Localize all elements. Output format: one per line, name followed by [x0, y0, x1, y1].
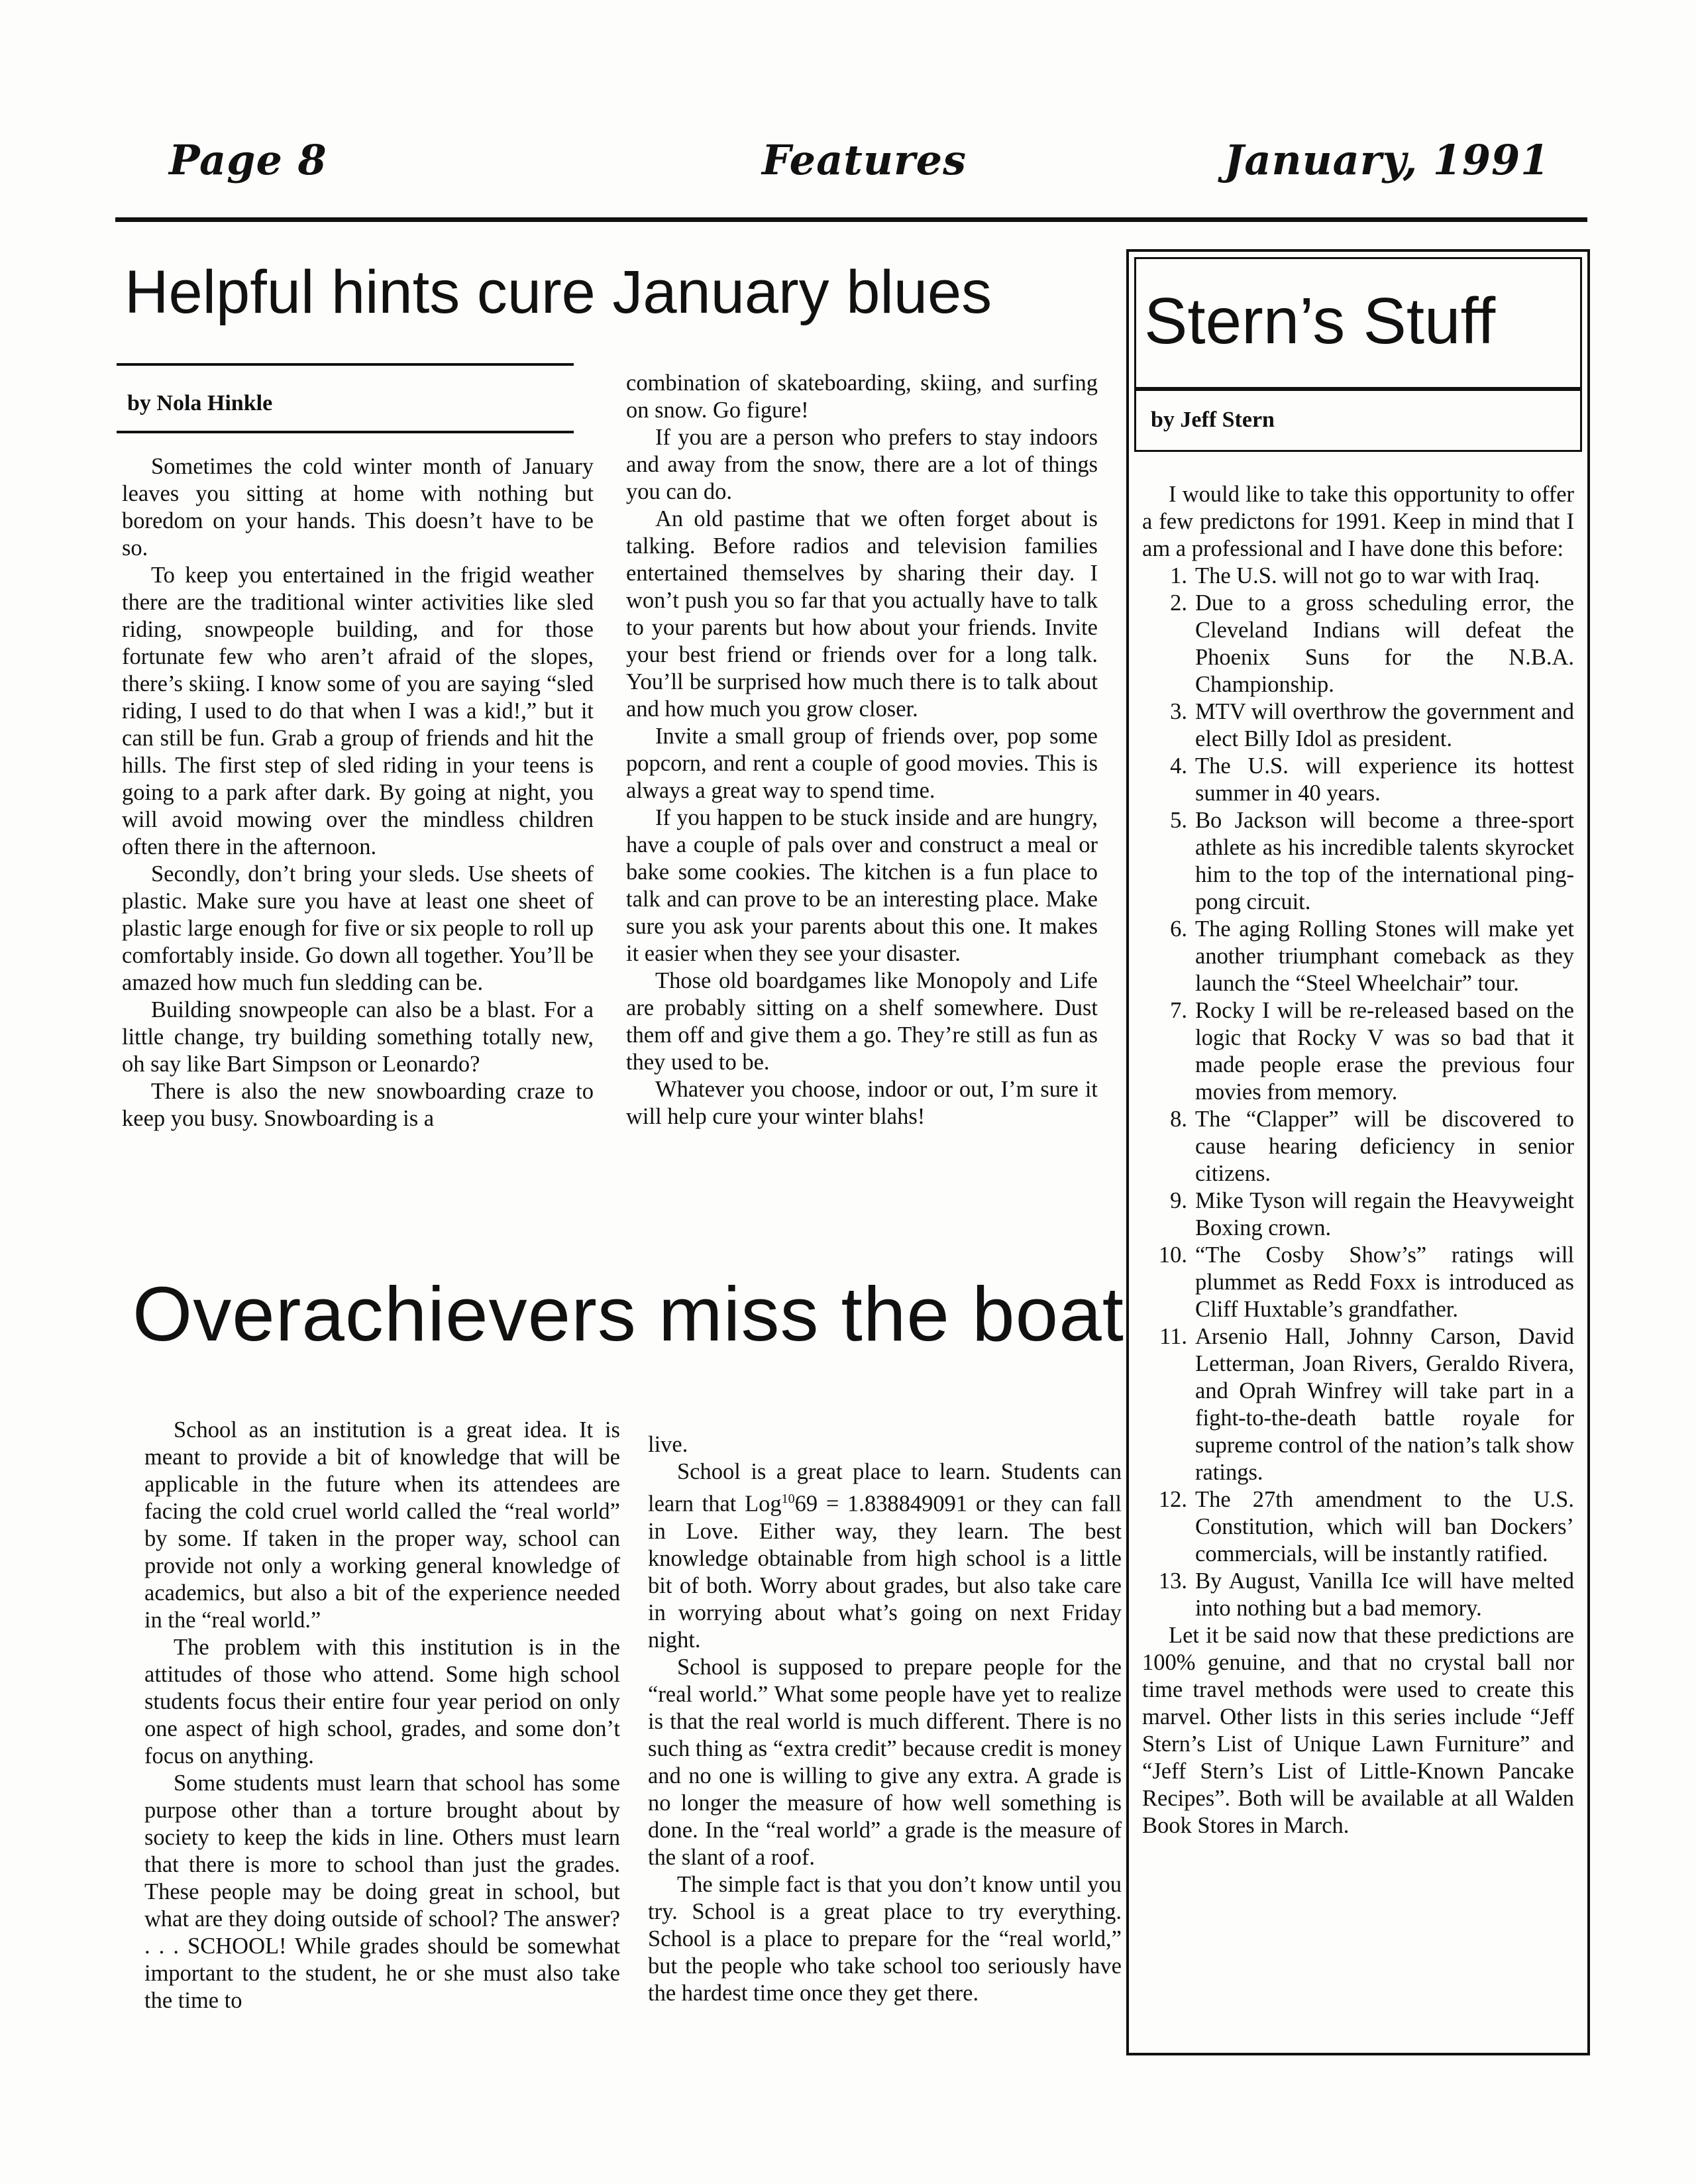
article1-headline: Helpful hints cure January blues	[125, 258, 992, 326]
article1-column-1	[122, 453, 594, 1132]
prediction-text: Due to a gross scheduling error, the Cleveland Indians will defeat the Phoenix Suns for the N.B.A. Championship.	[1195, 590, 1574, 697]
paragraph: Invite a small group of friends over, pop some popcorn, and rent a couple of good movies. This is always a great way to spend time.	[626, 724, 1098, 803]
paragraph-log	[648, 1458, 1122, 1654]
section-name: Features	[762, 136, 967, 184]
prediction-item	[1142, 1106, 1574, 1187]
article1-column-2	[626, 370, 1098, 1130]
prediction-text: Arsenio Hall, Johnny Carson, David Letterman, Joan Rivers, Geraldo Rivera, and Oprah Winfrey will take part in a fight-to-the-death battle royale for supreme control of the nation’s talk show ratings.	[1195, 1324, 1574, 1485]
text-run: 69 = 1.838849091 or they can fall in Love. Either way, they learn. The best knowledge obtainable from high school is a little bit of both. Worry about grades, but also take care in worrying about what’s going on next Friday night.	[648, 1491, 1122, 1653]
prediction-number: 9.	[1170, 1188, 1187, 1213]
prediction-item	[1142, 997, 1574, 1106]
prediction-text: “The Cosby Show’s” ratings will plummet as Redd Foxx is introduced as Cliff Huxtable’s grandfather.	[1195, 1242, 1574, 1322]
article1-byline: by Nola Hinkle	[127, 391, 273, 415]
paragraph: Sometimes the cold winter month of January leaves you sitting at home with nothing but boredom on your hands. This doesn’t have to be so.	[122, 454, 594, 561]
prediction-item	[1142, 1568, 1574, 1622]
paragraph: School is supposed to prepare people for the “real world.” What some people have yet to realize is that the real world is much different. There is no such thing as “extra credit” because credit is money and no one is willing to give any extra. A grade is no longer the measure of how well something is done. In the “real world” a grade is the measure of the slant of a roof.	[648, 1654, 1122, 1870]
header-rule	[115, 217, 1587, 222]
prediction-text: The U.S. will experience its hottest summer in 40 years.	[1195, 753, 1574, 806]
article2-column-2	[648, 1431, 1122, 2007]
superscript: 10	[781, 1492, 795, 1506]
issue-date: January, 1991	[1224, 136, 1550, 184]
prediction-text: Rocky I will be re-released based on the logic that Rocky V was so bad that it made people erase the previous four movies from memory.	[1195, 998, 1574, 1105]
paragraph: Whatever you choose, indoor or out, I’m sure it will help cure your winter blahs!	[626, 1077, 1098, 1129]
paragraph: An old pastime that we often forget about is talking. Before radios and television families entertained themselves by sharing their day. I won’t push you so far that you actually have to talk to your parents but how about your friends. Invite your best friend or friends over for a long talk. You’ll be surprised how much there is to talk about and how much you grow closer.	[626, 506, 1098, 722]
sidebar-title-box	[1134, 257, 1582, 391]
prediction-number: 3.	[1170, 699, 1187, 724]
prediction-number: 13.	[1158, 1568, 1187, 1594]
prediction-item	[1142, 916, 1574, 997]
byline-rule-bottom	[117, 431, 574, 433]
prediction-item	[1142, 563, 1574, 590]
prediction-number: 7.	[1170, 998, 1187, 1023]
sidebar-byline-box	[1134, 387, 1582, 452]
prediction-number: 11.	[1159, 1324, 1187, 1349]
paragraph: Secondly, don’t bring your sleds. Use sheets of plastic. Make sure you have at least one sheet of plastic large enough for five or six people to roll up comfortably inside. Go down all together. You’ll be amazed how much fun sledding can be.	[122, 861, 594, 995]
prediction-number: 4.	[1170, 753, 1187, 779]
article2-column-1	[144, 1417, 620, 2014]
paragraph: If you happen to be stuck inside and are hungry, have a couple of pals over and construct a meal or bake some cookies. The kitchen is a fun place to talk and can prove to be an interesting place. Make sure you ask your parents about this one. It makes it easier when they see your disaster.	[626, 805, 1098, 966]
prediction-item	[1142, 1242, 1574, 1323]
prediction-text: The aging Rolling Stones will make yet another triumphant comeback as they launch the “Steel Wheelchair” tour.	[1195, 916, 1574, 996]
prediction-number: 2.	[1170, 590, 1187, 616]
prediction-item	[1142, 753, 1574, 807]
prediction-item	[1142, 807, 1574, 916]
prediction-text: The “Clapper” will be discovered to cause hearing deficiency in senior citizens.	[1195, 1107, 1574, 1186]
prediction-number: 8.	[1170, 1107, 1187, 1132]
prediction-number: 1.	[1170, 563, 1187, 588]
paragraph: live.	[648, 1432, 688, 1457]
prediction-number: 6.	[1170, 916, 1187, 942]
prediction-item	[1142, 1323, 1574, 1486]
paragraph: To keep you entertained in the frigid weather there are the traditional winter activities like sled riding, snowpeople building, and for those fortunate few who aren’t afraid of the slopes, there’s skiing. I know some of you are saying “sled riding, I used to do that when I was a kid!,” but it can still be fun. Grab a group of friends and hit the hills. The first step of sled riding in your teens is going to a park after dark. By going at night, you will avoid mowing over the mindless children often there in the afternoon.	[122, 563, 594, 859]
prediction-number: 5.	[1170, 808, 1187, 833]
prediction-text: Bo Jackson will become a three-sport athlete as his incredible talents skyrocket him to the top of the international ping-pong circuit.	[1195, 808, 1574, 914]
paragraph: combination of skateboarding, skiing, and surfing on snow. Go figure!	[626, 370, 1098, 423]
prediction-item	[1142, 1486, 1574, 1568]
prediction-item	[1142, 698, 1574, 753]
prediction-number: 12.	[1158, 1487, 1187, 1512]
text-run: School is a great place to learn. Students can learn that Log	[648, 1459, 1122, 1517]
prediction-text: Mike Tyson will regain the Heavyweight Boxing crown.	[1195, 1188, 1574, 1240]
paragraph: Building snowpeople can also be a blast. For a little change, try building something totally new, oh say like Bart Simpson or Leonardo?	[122, 997, 594, 1077]
prediction-item	[1142, 1187, 1574, 1242]
sidebar-box	[1126, 249, 1590, 2055]
paragraph: There is also the new snowboarding craze to keep you busy. Snowboarding is a	[122, 1079, 594, 1131]
paragraph: If you are a person who prefers to stay indoors and away from the snow, there are a lot of things you can do.	[626, 425, 1098, 504]
sidebar-byline: by Jeff Stern	[1151, 408, 1275, 432]
prediction-text: MTV will overthrow the government and elect Billy Idol as president.	[1195, 699, 1574, 751]
prediction-item	[1142, 590, 1574, 698]
paragraph: The simple fact is that you don’t know until you try. School is a great place to try everything. School is a place to prepare for the “real world,” but the people who take school too seriously have the hardest time once they get there.	[648, 1871, 1122, 2006]
prediction-text: The 27th amendment to the U.S. Constitution, which will ban Dockers’ commercials, will be instantly ratified.	[1195, 1487, 1574, 1566]
paragraph: Those old boardgames like Monopoly and Life are probably sitting on a shelf somewhere. Dust them off and give them a go. They’re still as fun as they used to be.	[626, 968, 1098, 1075]
sidebar-closing: Let it be said now that these predictions are 100% genuine, and that no crystal ball nor time travel methods were used to create this marvel. Other lists in this series include “Jeff Stern’s List of Unique Lawn Furniture” and “Jeff Stern’s List of Little-Known Pancake Recipes”. Both will be available at all Walden Book Stores in March.	[1142, 1623, 1574, 1838]
page-number: Page 8	[169, 136, 327, 184]
prediction-text: By August, Vanilla Ice will have melted into nothing but a bad memory.	[1195, 1568, 1574, 1621]
sidebar-intro: I would like to take this opportunity to offer a few predictons for 1991. Keep in mind that I am a professional and I have done this before:	[1142, 482, 1574, 561]
paragraph: School as an institution is a great idea. It is meant to provide a bit of knowledge that will be applicable in the future when its attendees are facing the cold cruel world called the “real world” by some. If taken in the proper way, school can provide not only a working general knowledge of academics, but also a bit of the experience needed in the “real world.”	[144, 1417, 620, 1633]
predictions-list	[1142, 563, 1574, 1622]
article2-headline: Overachievers miss the boat	[132, 1271, 1124, 1357]
paragraph: The problem with this institution is in the attitudes of those who attend. Some high school students focus their entire four year period on only one aspect of high school, grades, and some don’t focus on anything.	[144, 1635, 620, 1769]
paragraph: Some students must learn that school has some purpose other than a torture brought about by society to keep the kids in line. Others must learn that there is more to school than just the grades. These people may be doing great in school, but what are they doing outside of school? The answer? . . . SCHOOL! While grades should be somewhat important to the student, he or she must also take the time to	[144, 1771, 620, 2013]
prediction-number: 10.	[1158, 1242, 1187, 1268]
byline-rule-top	[117, 363, 574, 366]
prediction-text: The U.S. will not go to war with Iraq.	[1195, 563, 1540, 588]
sidebar-body	[1142, 481, 1574, 1839]
sidebar-title: Stern’s Stuff	[1144, 284, 1496, 357]
